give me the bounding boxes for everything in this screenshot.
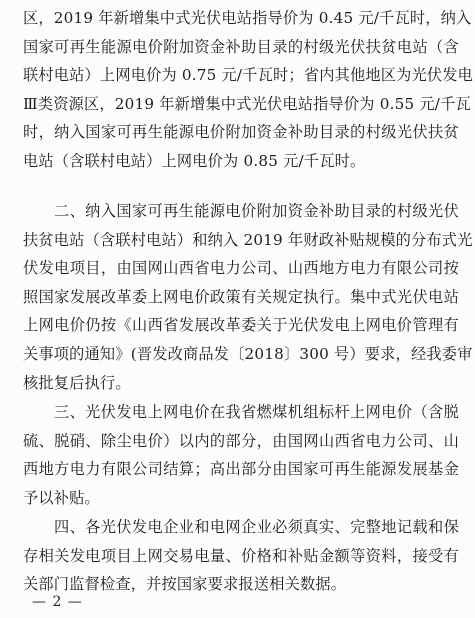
paragraph-line: 照国家发展改革委上网电价政策有关规定执行。集中式光伏电站	[23, 287, 459, 306]
paragraph-line: 关事项的通知》(晋发改商品发〔2018〕300 号）要求，经我委审	[23, 344, 473, 363]
paragraph-line: 电站（含联村电站）上网电价为 0.85 元/千瓦时。	[23, 151, 366, 170]
paragraph-line: 扶贫电站（含联村电站）和纳入 2019 年财政补贴规模的分布式光	[23, 230, 473, 249]
paragraph-line: 西地方电力有限公司结算；高出部分由国家可再生能源发展基金	[23, 460, 459, 479]
paragraph-4	[23, 513, 459, 599]
paragraph-line: 区，2019 年新增集中式光伏电站指导价为 0.45 元/千瓦时，纳入	[23, 9, 472, 27]
paragraph-2	[23, 197, 473, 397]
paragraph-line: 伏发电项目，由国网山西省电力公司、山西地方电力有限公司按	[23, 259, 459, 278]
paragraph-line: 联村电站）上网电价为 0.75 元/千瓦时；省内其他地区为光伏发电	[23, 66, 474, 85]
paragraph-line: 时，纳入国家可再生能源电价附加资金补助目录的村级光伏扶贫	[23, 123, 459, 142]
page-number: — 2 —	[32, 594, 83, 610]
paragraph-line: 国家可再生能源电价附加资金补助目录的村级光伏扶贫电站（含	[23, 37, 459, 56]
paragraph-1	[23, 4, 474, 176]
paragraph-3	[23, 398, 459, 512]
paragraph-line: 关部门监督检查，并按国家要求报送相关数据。	[23, 575, 347, 594]
paragraph-line: 核批复后执行。	[23, 373, 131, 392]
paragraph-line: 上网电价仍按《山西省发展改革委关于光伏发电上网电价管理有	[23, 316, 459, 335]
paragraph-line: 四、各光伏发电企业和电网企业必须真实、完整地记载和保	[54, 518, 459, 536]
paragraph-line: Ⅲ类资源区，2019 年新增集中式光伏电站指导价为 0.55 元/千瓦	[23, 94, 471, 113]
paragraph-line: 硫、脱硝、除尘电价）以内的部分，由国网山西省电力公司、山	[23, 431, 459, 450]
paragraph-line: 三、光伏发电上网电价在我省燃煤机组标杆上网电价（含脱	[54, 403, 459, 421]
paragraph-line: 存相关发电项目上网交易电量、价格和补贴金额等资料，接受有	[23, 546, 459, 565]
paragraph-line: 予以补贴。	[23, 488, 100, 507]
paragraph-line: 二、纳入国家可再生能源电价附加资金补助目录的村级光伏	[54, 202, 459, 220]
